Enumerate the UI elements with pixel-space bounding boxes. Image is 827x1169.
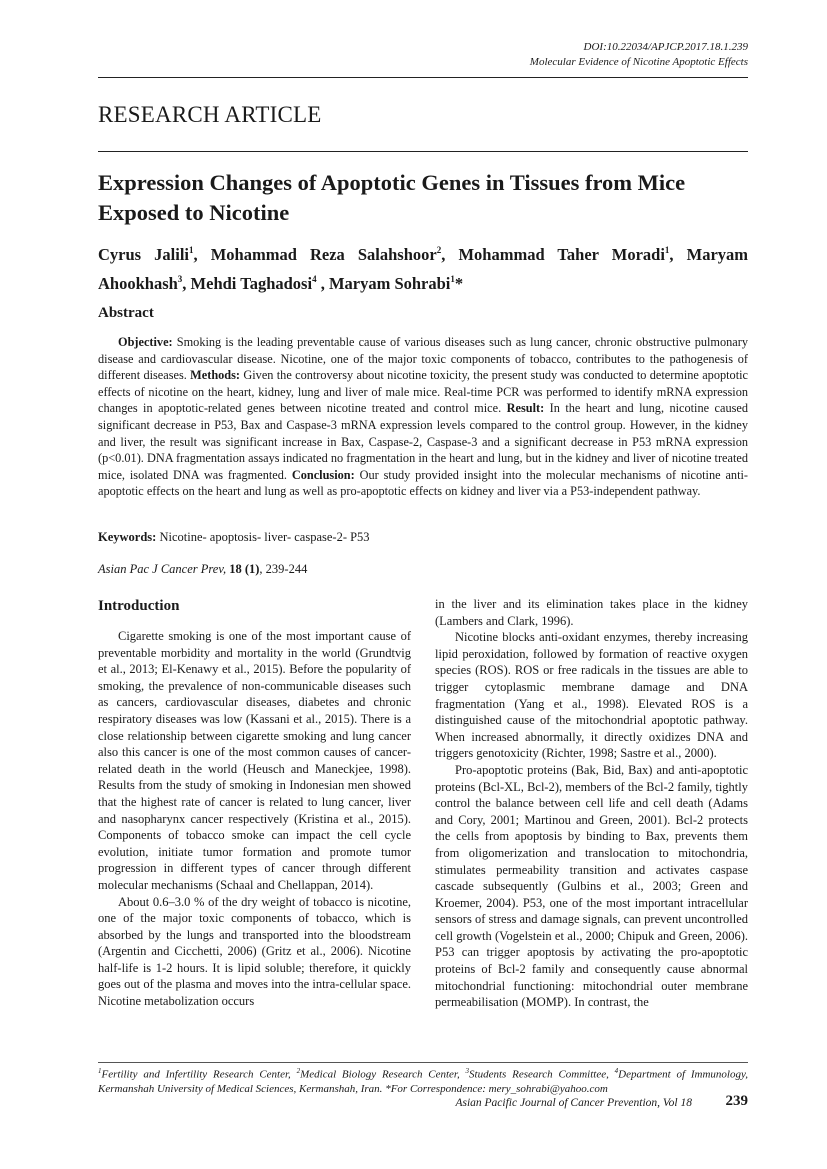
footnote-rule bbox=[98, 1062, 748, 1063]
abstract-heading: Abstract bbox=[98, 305, 154, 321]
citation: Asian Pac J Cancer Prev, 18 (1), 239-244 bbox=[98, 562, 308, 576]
author: Mohammad Taher Moradi$^1$, bbox=[458, 245, 687, 264]
paragraph: Nicotine blocks anti-oxidant enzymes, thereby increasing lipid peroxidation, followed by formation of reactive oxygen species (ROS). ROS or free radicals in the tissues are able to trigger cytoplasmic membrane damage and DNA fragmentation (Yang et al., 1998). Elevated ROS is a distinguished cause of the mitochondrial apoptotic pathway. When increased abnormally, it directly oxidizes DNA and triggers genotoxicity (Richter, 1998; Sastre et al., 2000). bbox=[435, 630, 748, 761]
left-column bbox=[98, 628, 411, 1010]
keywords: Keywords: Nicotine- apoptosis- liver- caspase-2- P53 bbox=[98, 530, 370, 544]
author-list bbox=[98, 238, 748, 296]
running-title: Molecular Evidence of Nicotine Apoptotic Effects bbox=[529, 56, 748, 68]
abstract-body: Objective: Smoking is the leading preventable cause of various diseases such as lung cancer, chronic obstructive pulmonary disease and cardiovascular disease. Nicotine, one of the major toxic components of tobacco, contributes to the pathogenesis of different diseases. Methods: Given the controversy about nicotine toxicity, the present study was conducted to determine apoptotic effects of nicotine on the heart, kidney, lung and liver of male mice. Real-time PCR was performed to identify mRNA expression changes in apoptotic-related genes between nicotine treated and control mice. Result: In the heart and lung, nicotine caused significant decrease in P53, Bax and Caspase-3 mRNA expression levels compared to the control group. However, in the kidney and liver, the result was significant increase in Bax, Caspase-2, Caspase-3 and a significant decrease in P53 mRNA expression (p<0.01). DNA fragmentation assays indicated no fragmentation in the heart and lung, but in the kidney and liver of nicotine treated mice, isolated DNA was fragmented. Conclusion: Our study provided insight into the molecular mechanisms of nicotine anti-apoptotic effects on the heart and lung as well as pro-apoptotic effects on kidney and liver via a P53-independent pathway. bbox=[98, 335, 748, 499]
author: Mohammad Reza Salahshoor$^2$, bbox=[210, 245, 459, 264]
page-number: 239 bbox=[725, 1093, 748, 1109]
article-type-label: RESEARCH ARTICLE bbox=[98, 102, 322, 127]
paragraph: Cigarette smoking is one of the most important cause of preventable morbidity and mortality in the world (Grundtvig et al., 2013; El-Kenawy et al., 2015). Before the popularity of smoking, the prevalence of non-communicable diseases such as cancers, cardiovascular diseases, diabetes and chronic respiratory diseases was low (Kassani et al., 2015). There is a close relationship between cigarette smoking and lung cancer also this cancer is one of the most common causes of cancer-related death in the world (Heusch and Maneckjee, 1998). Results from the study of smoking in Indonesian men showed that the highest rate of cancer is related to lung cancer, liver and nasopharynx cancer respectively (Kristina et al., 2015). Components of tobacco smoke can impact the cell cycle evolution, initiate tumor formation and promote tumor progression in different types of cancer through different molecular mechanisms (Schaal and Chellappan, 2014). bbox=[98, 629, 411, 892]
author: Cyrus Jalili$^1$, bbox=[98, 245, 211, 264]
header-rule bbox=[98, 77, 748, 78]
author: Maryam Sohrabi$^1$* bbox=[328, 274, 464, 293]
journal-footer: Asian Pacific Journal of Cancer Prevention, Vol 18 bbox=[455, 1097, 692, 1109]
affiliations-footnote: $^1$Fertility and Infertility Research Center, $^2$Medical Biology Research Center, $^3$Students Research Committee, $^4$Department of Immunology, Kermanshah University of Medical Sciences, Kermanshah, Iran. *For Correspondence: mery_sohrabi@yahoo.com bbox=[98, 1067, 748, 1096]
author: Mehdi Taghadosi$^4$ , bbox=[190, 274, 329, 293]
paragraph: About 0.6–3.0 % of the dry weight of tobacco is nicotine, one of the major toxic components of tobacco, which is absorbed by the lungs and transported into the bloodstream (Argentin and Cicchetti, 2006) (Gritz et al., 2006). Nicotine half-life is 1-2 hours. It is lipid soluble; therefore, it quickly goes out of the plasma and moves into the intra-cellular space. Nicotine metabolization occurs bbox=[98, 894, 411, 1009]
paragraph: Pro-apoptotic proteins (Bak, Bid, Bax) and anti-apoptotic proteins (Bcl-XL, Bcl-2), members of the Bcl-2 family, tightly control the balance between cell life and cell death (Adams and Cory, 2001; Martinou and Green, 2001). Bcl-2 protects the cells from apoptosis by binding to Bax, prevents them from oligomerization and translocation to mitochondria, stimulates permeability transition and activates caspase cascade subsequently (Gulbins et al., 2003; Green and Kroemer, 2004). P53, one of the most important intracellular sensors of stress and damage signals, can prevent uncontrolled cell growth (Vogelstein et al., 2000; Chipuk and Green, 2006). P53 can trigger apoptosis by activating the pro-apoptotic proteins of Bcl-2 family and consequently cause abnormal mitochondrial functioning: mitochondrial outer membrane permeabilisation (MOMP). In contrast, the bbox=[435, 762, 748, 1010]
right-column bbox=[435, 596, 748, 1011]
article-title: Expression Changes of Apoptotic Genes in Tissues from Mice Exposed to Nicotine bbox=[98, 170, 686, 225]
author: Maryam Ahookhash$^3$, bbox=[98, 245, 749, 293]
doi: DOI:10.22034/APJCP.2017.18.1.239 bbox=[583, 41, 748, 53]
paragraph: in the liver and its elimination takes place in the kidney (Lambers and Clark, 1996). bbox=[435, 597, 748, 628]
title-rule bbox=[98, 151, 748, 152]
correspondence: *For Correspondence: mery_sohrabi@yahoo.com bbox=[385, 1083, 608, 1096]
introduction-heading: Introduction bbox=[98, 598, 180, 614]
